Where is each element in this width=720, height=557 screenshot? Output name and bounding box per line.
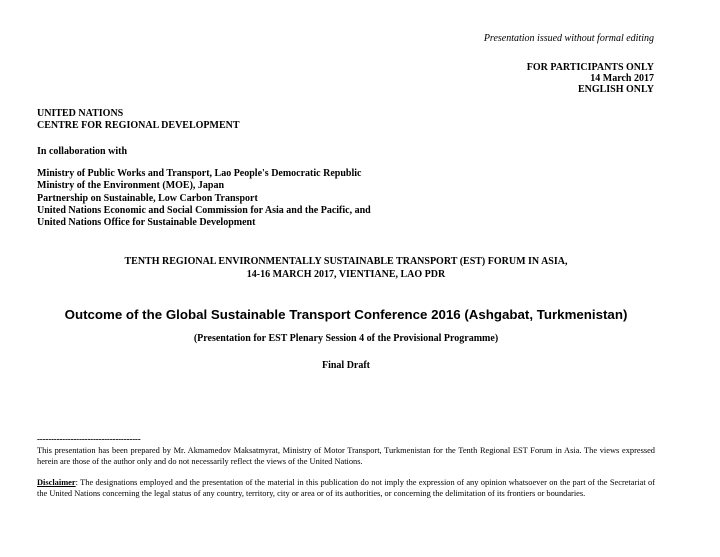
partner-item: United Nations Economic and Social Commission for Asia and the Pacific, and bbox=[37, 204, 371, 216]
disclaimer bbox=[37, 477, 655, 499]
disclaimer-label: Disclaimer bbox=[37, 478, 76, 487]
forum-line: 14-16 MARCH 2017, VIENTIANE, LAO PDR bbox=[246, 268, 446, 280]
disclaimer-text: : The designations employed and the presentation of the material in this publication do not imply the expression of any opinion whatsoever on the part of the Secretariat of the United Nations concerning the legal status of any country, territory, city or area or of its authorities, or concerning the delimitation of its frontiers or boundaries. bbox=[37, 478, 655, 498]
organization-block bbox=[37, 108, 240, 133]
language-line: ENGLISH ONLY bbox=[577, 84, 654, 95]
document-title: Outcome of the Global Sustainable Transport Conference 2016 (Ashgabat, Turkmenistan) bbox=[64, 307, 628, 322]
partner-item: Ministry of Public Works and Transport, Lao People's Democratic Republic bbox=[37, 168, 362, 179]
partners-list bbox=[37, 168, 371, 229]
document-status: Final Draft bbox=[321, 360, 371, 371]
partner-item: Ministry of the Environment (MOE), Japan bbox=[37, 180, 225, 192]
org-line: UNITED NATIONS bbox=[37, 108, 124, 119]
editing-note: Presentation issued without formal editing bbox=[483, 33, 654, 44]
forum-heading bbox=[37, 256, 655, 281]
distribution-block bbox=[527, 62, 654, 95]
partner-item: United Nations Office for Sustainable Development bbox=[37, 217, 256, 229]
partner-item: Partnership on Sustainable, Low Carbon Transport bbox=[37, 192, 258, 204]
document-subtitle: (Presentation for EST Plenary Session 4 of the Provisional Programme) bbox=[193, 333, 499, 344]
footnote-rule: ------------------------------------- bbox=[37, 434, 141, 444]
org-line: CENTRE FOR REGIONAL DEVELOPMENT bbox=[37, 120, 240, 132]
footnote bbox=[37, 434, 655, 499]
distribution-line: FOR PARTICIPANTS ONLY bbox=[526, 62, 654, 73]
document-date: 14 March 2017 bbox=[590, 73, 654, 84]
footnote-text: This presentation has been prepared by Mr. Akmamedov Maksatmyrat, Ministry of Motor Transport, Turkmenistan for the Tenth Regional EST Forum in Asia. The views expressed herein are those of the author only and do not necessarily reflect the views of the United Nations. bbox=[37, 446, 655, 466]
forum-line: TENTH REGIONAL ENVIRONMENTALLY SUSTAINABLE TRANSPORT (EST) FORUM IN ASIA, bbox=[124, 256, 568, 267]
collaboration-label: In collaboration with bbox=[37, 146, 128, 157]
